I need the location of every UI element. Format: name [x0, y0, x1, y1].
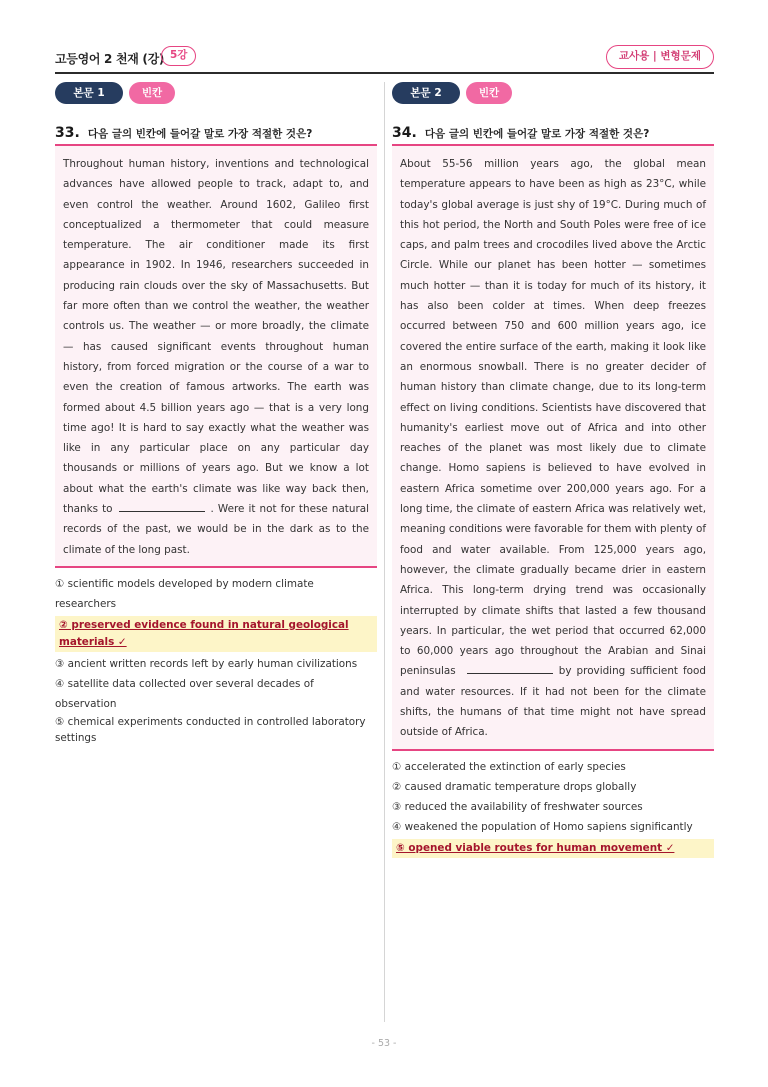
blank-line: [467, 666, 553, 674]
choice-list: [392, 757, 714, 858]
type-tag: 빈칸: [129, 82, 175, 104]
teacher-badge: 교사용 | 변형문제: [606, 45, 714, 69]
question-text: 다음 글의 빈칸에 들어갈 말로 가장 적절한 것은?: [424, 128, 650, 140]
passage: [392, 146, 714, 751]
question-number: 34.: [392, 125, 417, 141]
choice-5[interactable]: ⑤ chemical experiments conducted in controlled laboratory settings: [55, 715, 366, 744]
choice-4[interactable]: ④ satellite data collected over several decades of observation: [55, 677, 314, 710]
question-text: 다음 글의 빈칸에 들어갈 말로 가장 적절한 것은?: [87, 128, 313, 140]
question-number: 33.: [55, 125, 80, 141]
choice-3[interactable]: ③ ancient written records left by early human civilizations: [55, 657, 358, 670]
passage-text-after: . Were it not for these natural records of the past, we would be in the dark as to the climate of the long past.: [63, 503, 369, 556]
choice-2[interactable]: ② caused dramatic temperature drops globally: [392, 780, 637, 793]
passage-text-before: Throughout human history, inventions and technological advances have allowed people to track, adapt to, and even control the weather. Around 1602, Galileo first conceptualized a thermometer that could measure temperature. The air conditioner made its first appearance in 1902. In 1946, researchers succeeded in producing rain clouds over the sky of Massachusetts. But far more often than we control the weather, the weather controls us. The weather — or more broadly, the climate — has caused significant events throughout human history, from forced migration or the course of a war to even the creation of famous artworks. The earth was formed about 4.5 billion years ago — that is a very long time ago! It is hard to say exactly what the weather was like in any particular place on any particular day thousands or millions of years ago. But we know a lot about what the earth's climate was like way back then, thanks to: [63, 158, 369, 516]
passage-text-before: About 55-56 million years ago, the global mean temperature appears to have been as high as 23°C, while today's global average is just shy of 19°C. During much of this hot period, the North and South Poles were free of ice caps, and palm trees and crocodiles lived above the Arctic Circle. While our planet has been hotter — sometimes much hotter — than it is today for much of its history, it has also been colder at times. When deep freezes occurred between 750 and 600 million years ago, ice covered the entire surface of the earth, making it look like an enormous snowball. There is no greater decider of human history than climate change, due to its long-term effect on living conditions. Scientists have discovered that humanity's earliest move out of Africa and into other reaches of the planet was most likely due to climate change. Homo sapiens is believed to have evolved in eastern Africa sometime over 200,000 years ago. For a long time, the climate of eastern Africa was relatively wet, meaning conditions were favorable for them with plenty of food and water available. From 125,000 years ago, however, the climate gradually became drier in eastern Africa. This long-term drying trend was occasionally interrupted by climate shifts that lasted a few thousand years. In particular, the wet period that occurred 62,000 to 60,000 years ago throughout the Arabian and Sinai peninsulas: [400, 158, 706, 678]
column-divider: [384, 82, 385, 1022]
passage: [55, 146, 377, 568]
page-number: - 53 -: [371, 1038, 397, 1049]
section-tag: 본문 2: [392, 82, 460, 104]
passage-text-after: by providing sufficient food and water resources. If it had not been for the climate shifts, the humans of that time might not have spread outside of Africa.: [400, 665, 706, 739]
choice-1[interactable]: ① scientific models developed by modern climate researchers: [55, 577, 314, 610]
tag-row: [55, 82, 377, 104]
choice-list: [55, 574, 377, 746]
choice-3[interactable]: ③ reduced the availability of freshwater sources: [392, 800, 643, 813]
choice-2-correct[interactable]: ② preserved evidence found in natural geological materials ✓: [55, 616, 377, 652]
type-tag: 빈칸: [466, 82, 512, 104]
book-title: 고등영어 2 천재 (강): [55, 52, 165, 66]
choice-5-correct[interactable]: ⑤ opened viable routes for human movement ✓: [392, 839, 714, 858]
page-header: [55, 44, 714, 74]
question-34: [392, 82, 714, 860]
lesson-badge: 5강: [161, 46, 196, 66]
choice-1[interactable]: ① accelerated the extinction of early species: [392, 760, 626, 773]
tag-row: [392, 82, 714, 104]
question-title: [392, 122, 714, 146]
choice-4[interactable]: ④ weakened the population of Homo sapiens significantly: [392, 820, 693, 833]
section-tag: 본문 1: [55, 82, 123, 104]
question-33: [55, 82, 377, 746]
blank-line: [119, 504, 205, 512]
question-title: [55, 122, 377, 146]
